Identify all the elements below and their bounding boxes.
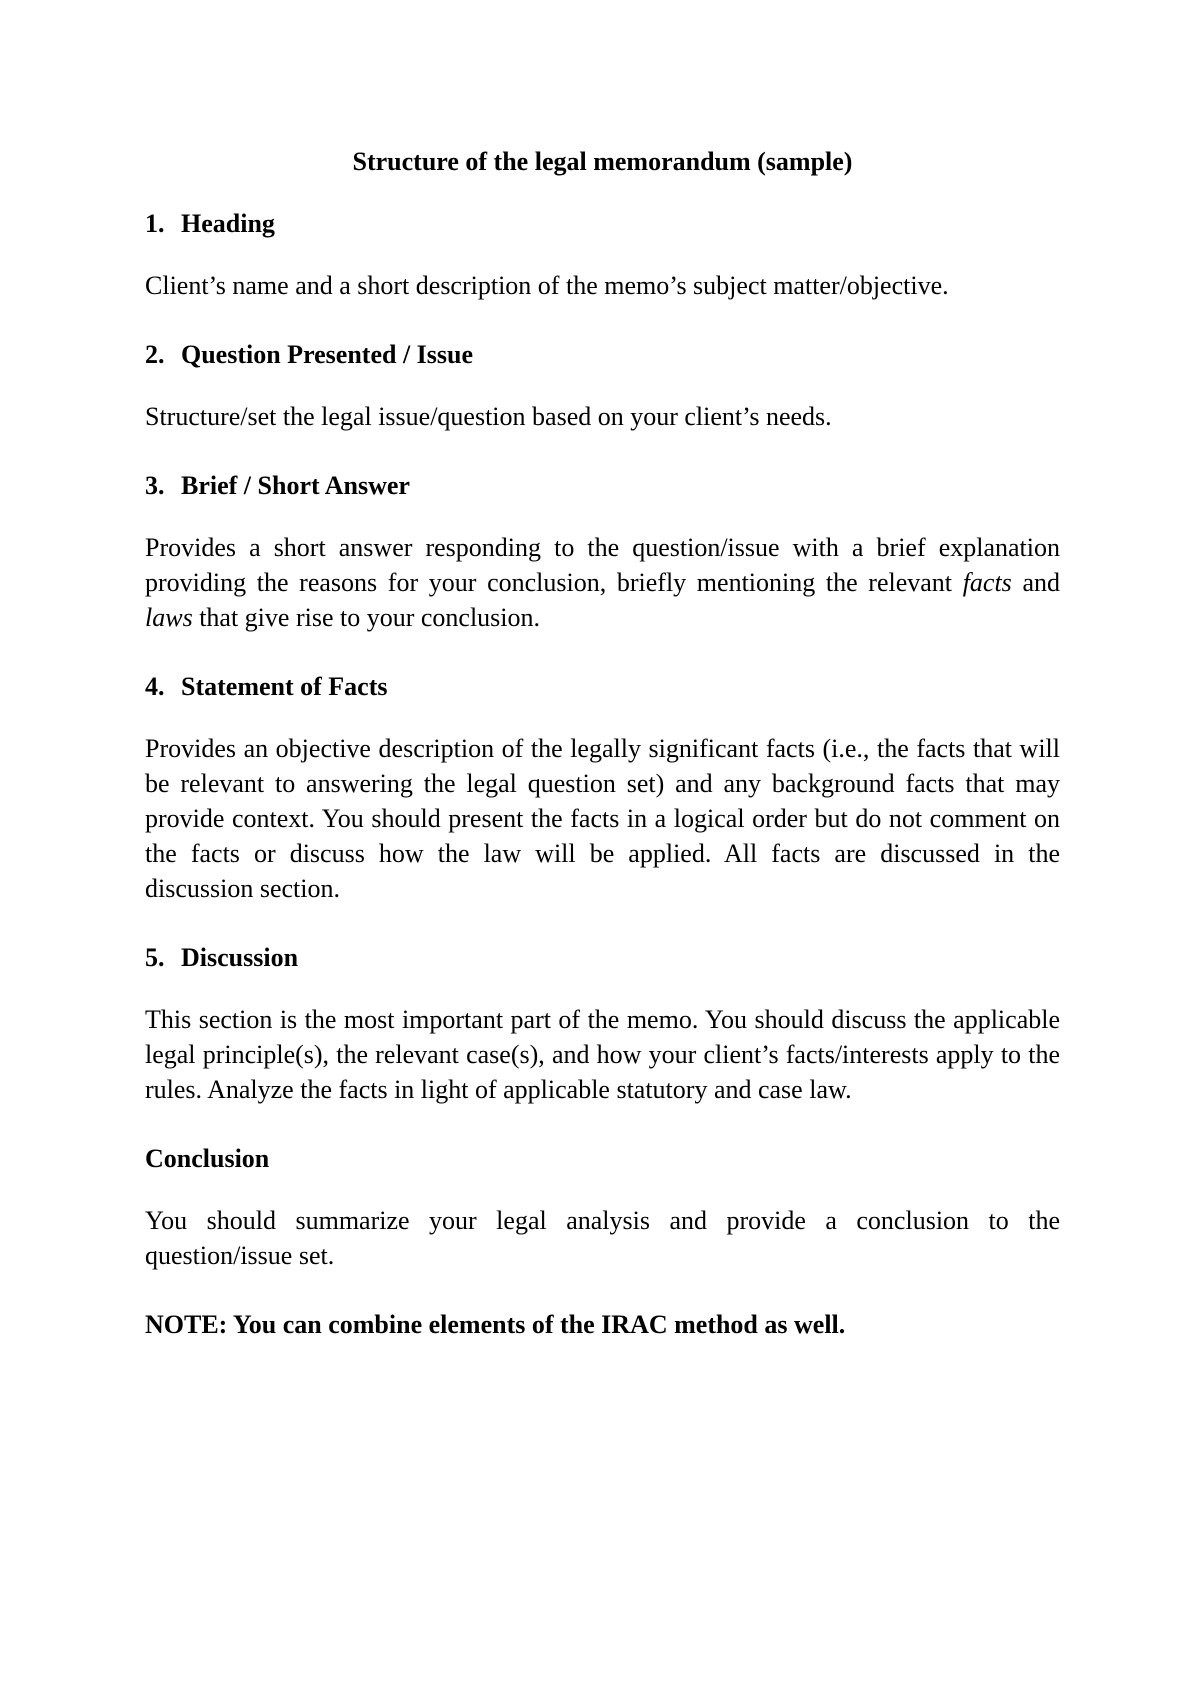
section-title: Discussion: [181, 943, 299, 972]
body-text: and: [1011, 568, 1060, 597]
note-text: NOTE: You can combine elements of the IRAC method as well.: [145, 1310, 846, 1339]
conclusion-heading: Conclusion: [145, 1144, 270, 1173]
section-body-3: [145, 530, 1060, 635]
section-number: 4.: [145, 672, 165, 701]
section-title: Statement of Facts: [181, 672, 388, 701]
section-number: 5.: [145, 943, 165, 972]
section-heading-4: [145, 669, 1060, 705]
body-emphasis-laws: laws: [145, 603, 193, 632]
section-heading-1: [145, 206, 1060, 242]
section-number: 2.: [145, 340, 165, 369]
section-heading-5: [145, 940, 1060, 976]
section-body-5: This section is the most important part of the memo. You should discuss the applicable legal principle(s), the relevant case(s), and how your client’s facts/interests apply to the rules. Analyze the facts in light of applicable statutory and case law.: [145, 1005, 1060, 1104]
body-text: that give rise to your conclusion.: [192, 603, 541, 632]
document-title: Structure of the legal memorandum (sample): [352, 147, 853, 176]
section-title: Heading: [181, 209, 275, 238]
body-emphasis-facts: facts: [962, 568, 1012, 597]
section-heading-2: [145, 337, 1060, 373]
section-body-1: Client’s name and a short description of the memo’s subject matter/objective.: [145, 271, 949, 300]
section-title: Brief / Short Answer: [181, 471, 410, 500]
conclusion-body: You should summarize your legal analysis and provide a conclusion to the question/issue set.: [145, 1206, 1060, 1270]
document-content: [145, 144, 1060, 1343]
section-heading-3: [145, 468, 1060, 504]
body-text: Provides a short answer responding to the question/issue with a brief explanation providing the reasons for your conclusion, briefly mentioning the relevant: [145, 533, 1060, 597]
section-number: 1.: [145, 209, 165, 238]
section-body-4: Provides an objective description of the legally significant facts (i.e., the facts that will be relevant to answering the legal question set) and any background facts that may provide context. You should present the facts in a logical order but do not comment on the facts or discuss how the law will be applied. All facts are discussed in the discussion section.: [145, 734, 1060, 903]
section-title: Question Presented / Issue: [181, 340, 474, 369]
section-body-2: Structure/set the legal issue/question based on your client’s needs.: [145, 402, 832, 431]
section-number: 3.: [145, 471, 165, 500]
